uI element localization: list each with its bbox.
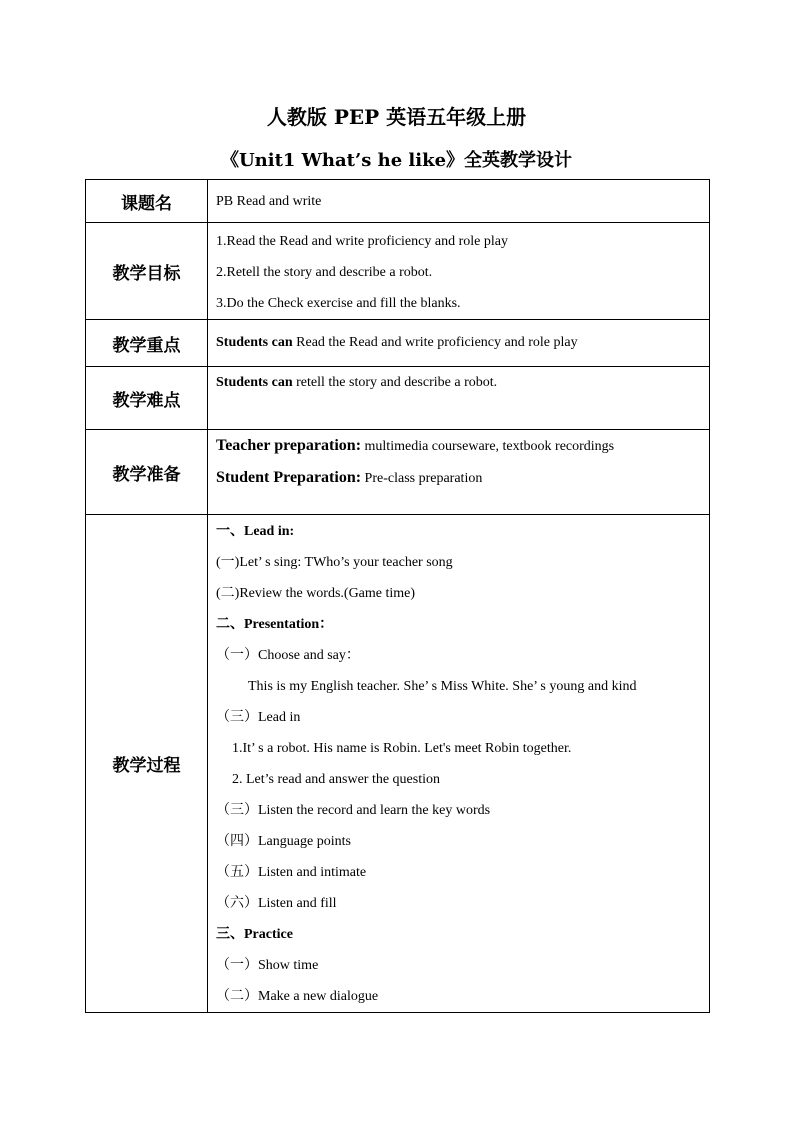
row-topic bbox=[86, 180, 710, 223]
process-substep: 2. Let’s read and answer the question bbox=[232, 772, 440, 787]
student-preparation-label: Student Preparation: bbox=[216, 469, 362, 486]
row-difficulties bbox=[86, 367, 710, 430]
row-key-points bbox=[86, 320, 710, 367]
process-step: （四）Language points bbox=[216, 834, 351, 849]
key-points-prefix: Students can bbox=[216, 335, 293, 350]
document-title: 人教版 PEP 英语五年级上册 bbox=[266, 105, 527, 129]
label-process: 教学过程 bbox=[86, 515, 208, 1013]
document-subtitle: 《Unit1 What’s he like》全英教学设计 bbox=[220, 150, 573, 171]
content-difficulties bbox=[208, 367, 710, 430]
content-preparation bbox=[208, 430, 710, 515]
difficulties-prefix: Students can bbox=[216, 375, 293, 390]
teacher-preparation-label: Teacher preparation: bbox=[216, 437, 362, 454]
process-section-heading: 三、Practice bbox=[216, 927, 293, 942]
lesson-plan-table bbox=[85, 179, 710, 1013]
content-objectives bbox=[208, 223, 710, 320]
label-key-points: 教学重点 bbox=[86, 320, 208, 367]
teacher-preparation-text: multimedia courseware, textbook recordings bbox=[361, 439, 615, 454]
student-preparation-text: Pre-class preparation bbox=[361, 471, 483, 486]
process-step: （一）Choose and say： bbox=[216, 648, 360, 663]
process-step: （一）Show time bbox=[216, 958, 319, 973]
content-key-points bbox=[208, 320, 710, 367]
objective-item: 1.Read the Read and write proficiency and role play bbox=[216, 234, 508, 249]
objective-item: 2.Retell the story and describe a robot. bbox=[216, 265, 433, 280]
label-difficulties: 教学难点 bbox=[86, 367, 208, 430]
row-process bbox=[86, 515, 710, 1013]
process-step: （二）Make a new dialogue bbox=[216, 989, 379, 1004]
content-process bbox=[208, 515, 710, 1013]
label-topic: 课题名 bbox=[86, 180, 208, 223]
process-step: （六）Listen and fill bbox=[216, 896, 337, 911]
process-step: (一)Let’ s sing: TWho’s your teacher song bbox=[216, 555, 453, 570]
content-topic bbox=[208, 180, 710, 223]
row-objectives bbox=[86, 223, 710, 320]
process-step: （三）Listen the record and learn the key words bbox=[216, 803, 491, 818]
process-step: （五）Listen and intimate bbox=[216, 865, 367, 880]
process-example: This is my English teacher. She’ s Miss White. She’ s young and kind bbox=[248, 679, 637, 694]
process-step: （三）Lead in bbox=[216, 710, 301, 725]
label-objectives: 教学目标 bbox=[86, 223, 208, 320]
objective-item: 3.Do the Check exercise and fill the blanks. bbox=[216, 296, 461, 311]
row-preparation bbox=[86, 430, 710, 515]
process-step: (二)Review the words.(Game time) bbox=[216, 586, 416, 601]
process-section-heading: 一、Lead in: bbox=[216, 524, 295, 539]
key-points-text: Read the Read and write proficiency and role play bbox=[292, 335, 578, 350]
difficulties-text: retell the story and describe a robot. bbox=[292, 375, 498, 390]
process-substep: 1.It’ s a robot. His name is Robin. Let's meet Robin together. bbox=[232, 741, 572, 756]
label-preparation: 教学准备 bbox=[86, 430, 208, 515]
topic-text: PB Read and write bbox=[216, 194, 322, 209]
process-section-heading: 二、Presentation： bbox=[216, 617, 334, 632]
